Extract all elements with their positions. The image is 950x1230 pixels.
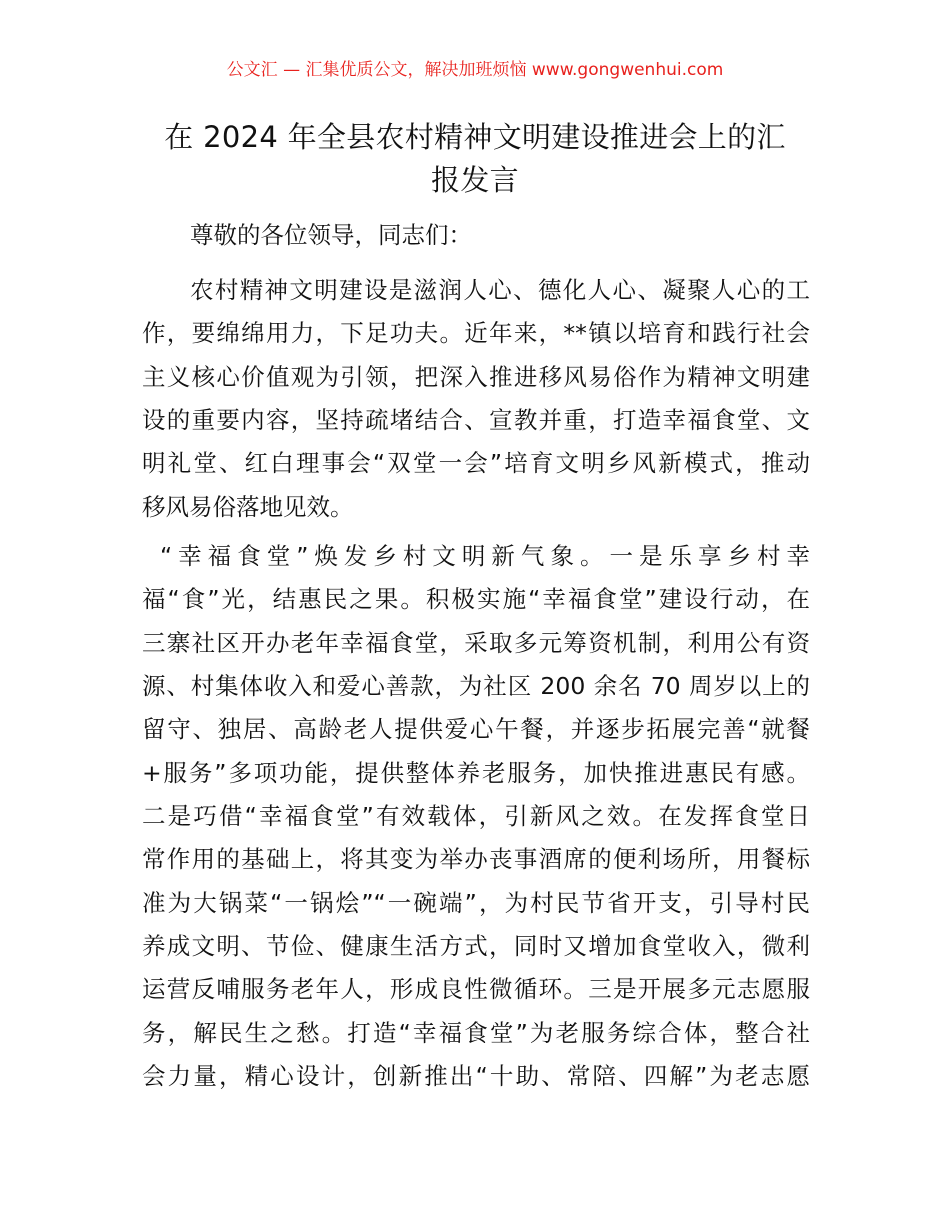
paragraph-line: 运营反哺服务老年人，形成良性微循环。三是开展多元志愿服: [142, 975, 810, 1003]
paragraph-line: 养成文明、节俭、健康生活方式，同时又增加食堂收入，微利: [142, 932, 810, 960]
document-title-line-1: 在 2024 年全县农村精神文明建设推进会上的汇: [164, 120, 786, 154]
paragraph-line: 二是巧借“幸福食堂”有效载体，引新风之效。在发挥食堂日: [142, 802, 810, 830]
salutation: 尊敬的各位领导，同志们：: [190, 221, 472, 249]
paragraph-line: 准为大锅菜“一锅烩”“一碗端”，为村民节省开支，引导村民: [142, 889, 810, 917]
paragraph-line: 源、村集体收入和爱心善款，为社区 200 余名 70 周岁以上的: [142, 672, 810, 700]
paragraph-line: 设的重要内容，坚持疏堵结合、宣教并重，打造幸福食堂、文: [142, 406, 810, 434]
paragraph-line: “幸福食堂”焕发乡村文明新气象。一是乐享乡村幸: [160, 542, 810, 570]
paragraph-line: 三寨社区开办老年幸福食堂，采取多元筹资机制，利用公有资: [142, 629, 810, 657]
paragraph-line: 明礼堂、红白理事会“双堂一会”培育文明乡风新模式，推动: [142, 449, 810, 477]
paragraph-line: 主义核心价值观为引领，把深入推进移风易俗作为精神文明建: [142, 363, 810, 391]
paragraph-line: 常作用的基础上，将其变为举办丧事酒席的便利场所，用餐标: [142, 845, 810, 873]
document-title-line-2: 报发言: [431, 163, 519, 197]
paragraph-line: 作，要绵绵用力，下足功夫。近年来，**镇以培育和践行社会: [142, 319, 810, 347]
paragraph-line: 移风易俗落地见效。: [142, 493, 354, 521]
paragraph-line: 福“食”光，结惠民之果。积极实施“幸福食堂”建设行动，在: [142, 585, 810, 613]
paragraph-line: 留守、独居、高龄老人提供爱心午餐，并逐步拓展完善“就餐: [142, 715, 810, 743]
paragraph-line: +服务”多项功能，提供整体养老服务，加快推进惠民有感。: [142, 759, 810, 787]
paragraph-line: 务，解民生之愁。打造“幸福食堂”为老服务综合体，整合社: [142, 1019, 810, 1047]
paragraph-line: 农村精神文明建设是滋润人心、德化人心、凝聚人心的工: [190, 276, 810, 304]
paragraph-line: 会力量，精心设计，创新推出“十助、常陪、四解”为老志愿: [142, 1062, 810, 1090]
site-banner: 公文汇 — 汇集优质公文，解决加班烦恼 www.gongwenhui.com: [226, 60, 724, 80]
